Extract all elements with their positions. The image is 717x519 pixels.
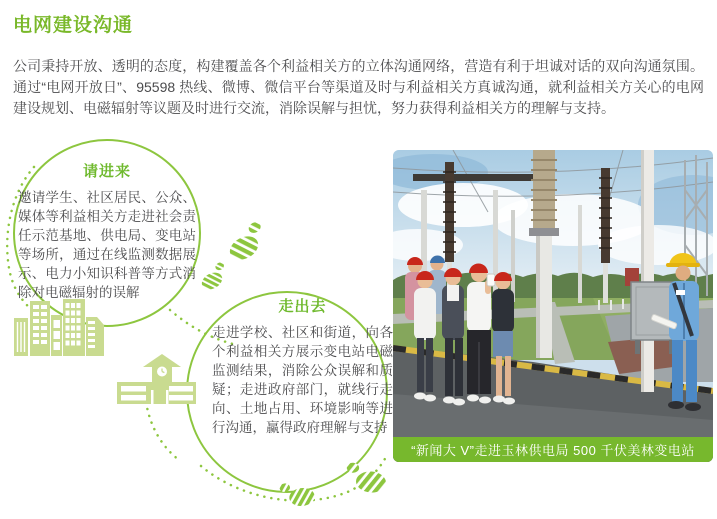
photo-caption: “新闻大 V”走进玉林供电局 500 千伏美林变电站 [393,437,713,462]
substation-photo-illustration [393,150,713,462]
go-out-body: 走进学校、社区和街道，向各个利益相关方展示变电站电磁监测结果，消除公众误解和质疑；走进政府部门，就线行走向、土地占用、环境影响等进行沟通，赢得政府理解与支持 [212,325,393,435]
site-photo [393,150,713,462]
footprints-icon [196,220,271,292]
come-in-body: 邀请学生、社区居民、公众、媒体等利益相关方走进社会责任示范基地、供电局、变电站等场所，通过在线监测数据展示、电力小知识科普等方式消除对电磁辐射的误解 [18,190,196,300]
come-in-title: 请进来 [82,163,131,180]
go-out-title: 走出去 [278,298,327,315]
go-out-section [212,295,393,437]
come-in-section [18,160,196,302]
city-buildings-icon [14,299,104,356]
intro-paragraph: 公司秉持开放、透明的态度，构建覆盖各个利益相关方的立体沟通网络，营造有利于坦诚对话的双向沟通氛围。通过“电网开放日”、95598 热线、微博、微信平台等渠道及时与利益相关方真诚沟通，就利益相关方关心的电网建设规划、电磁辐射等议题及时进行交流，消除误解与担忧，努力获得利益相关方的理解与支持。 [13,58,704,116]
page-title: 电网建设沟通 [13,15,134,36]
school-icon [117,354,196,404]
footprints-icon [279,462,387,508]
visitor-group [405,256,515,406]
clock-icon [157,367,167,377]
